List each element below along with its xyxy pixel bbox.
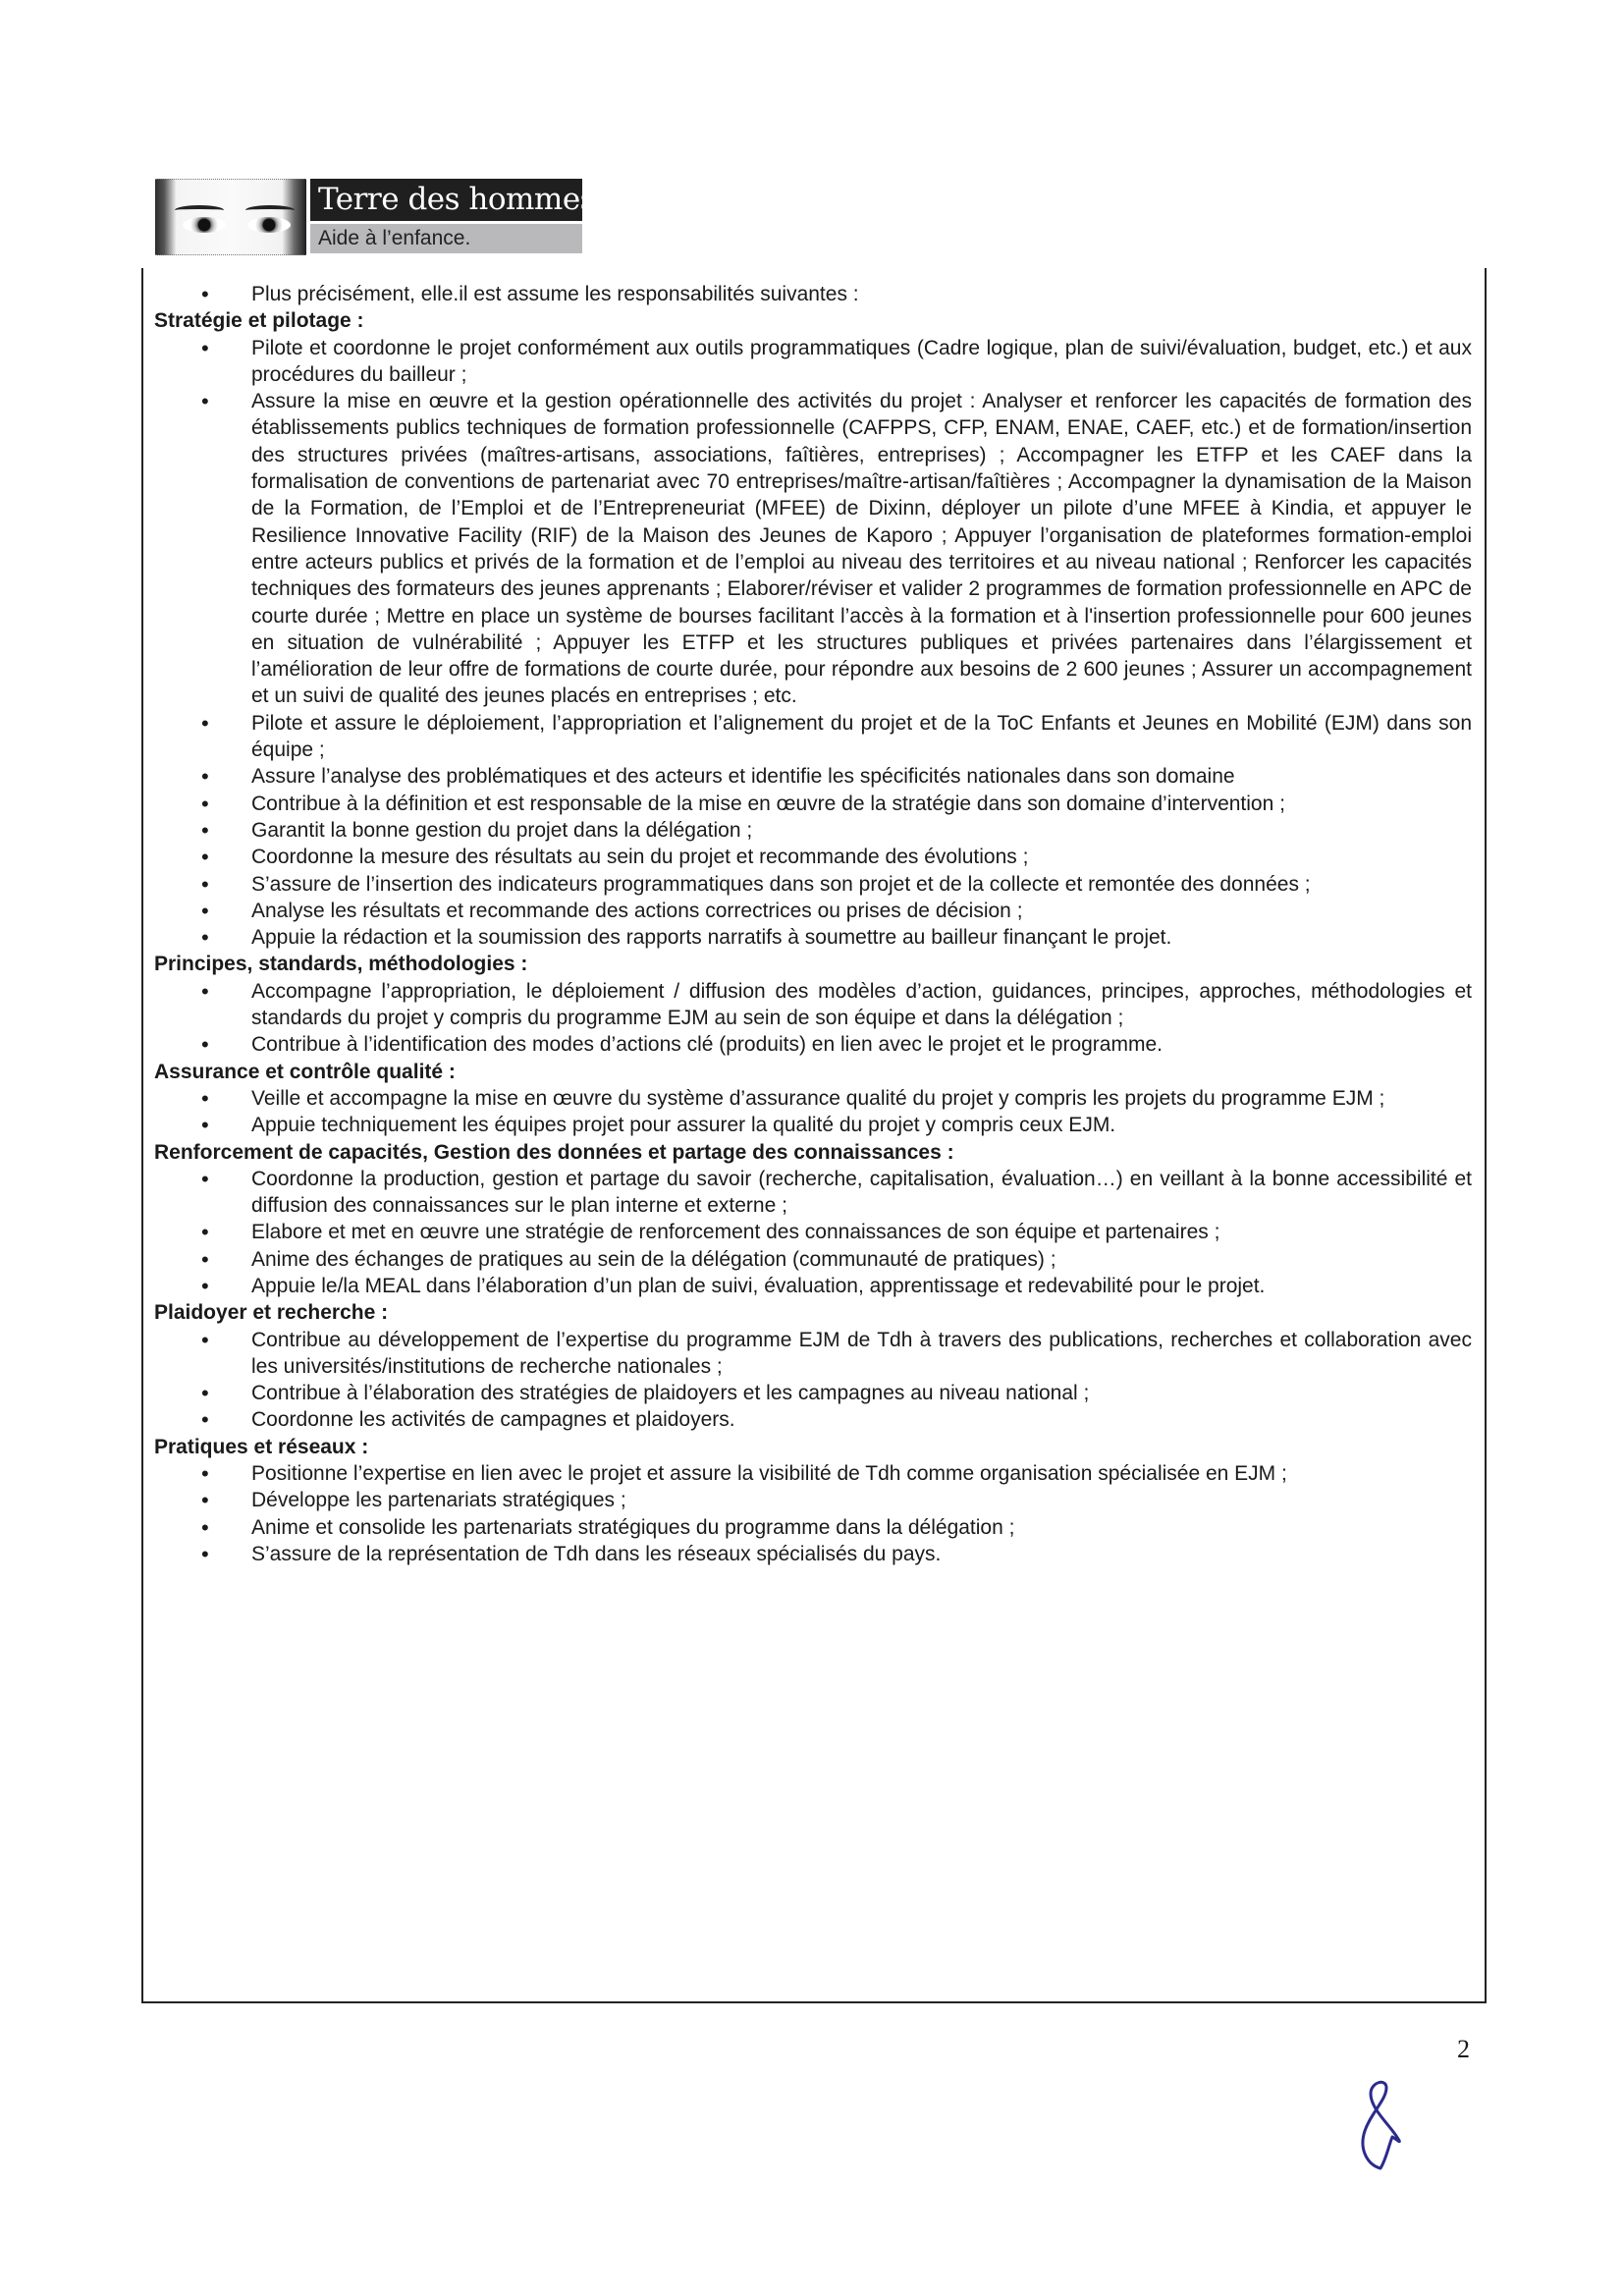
list-item: • Contribue à la définition et est responsable de la mise en œuvre de la stratégie dans son domaine d’intervention ;	[154, 791, 1480, 817]
list-item: • Développe les partenariats stratégiques ;	[154, 1487, 1480, 1513]
section-heading: Assurance et contrôle qualité :	[154, 1060, 456, 1083]
section-pratiques-reseaux	[154, 1434, 1480, 1567]
list-item: • Analyse les résultats et recommande des actions correctrices ou prises de décision ;	[154, 898, 1480, 924]
list-item: • Pilote et assure le déploiement, l’appropriation et l’alignement du projet et de la ToC Enfants et Jeunes en Mobilité (EJM) dans son équipe ;	[154, 710, 1480, 764]
logo-subtitle: Aide à l’enfance.	[310, 224, 582, 253]
list-item: • Positionne l’expertise en lien avec le projet et assure la visibilité de Tdh comme organisation spécialisée en EJM ;	[154, 1460, 1480, 1487]
section-assurance-qualite	[154, 1059, 1480, 1139]
section-heading: Renforcement de capacités, Gestion des données et partage des connaissances :	[154, 1140, 954, 1164]
list-item: • Anime et consolide les partenariats stratégiques du programme dans la délégation ;	[154, 1514, 1480, 1541]
bullet-list	[154, 1085, 1480, 1139]
intro-item: • Plus précisément, elle.il est assume les responsabilités suivantes :	[154, 281, 1480, 307]
section-strategie	[154, 307, 1480, 951]
list-item: • S’assure de l’insertion des indicateurs programmatiques dans son projet et de la collecte et remontée des données ;	[154, 871, 1480, 898]
section-principes	[154, 951, 1480, 1058]
intro-list	[154, 281, 1480, 307]
eyebrow-left	[175, 205, 224, 215]
list-item: • Coordonne les activités de campagnes et plaidoyers.	[154, 1406, 1480, 1433]
section-heading: Pratiques et réseaux :	[154, 1435, 369, 1458]
list-item: • Garantit la bonne gestion du projet dans la délégation ;	[154, 817, 1480, 844]
tdh-logo	[155, 179, 596, 253]
logo-eyes-photo	[155, 179, 306, 255]
section-heading: Stratégie et pilotage :	[154, 309, 364, 333]
eye-right	[247, 217, 291, 233]
eye-left	[183, 217, 226, 233]
list-item: • Accompagne l’appropriation, le déploiement / diffusion des modèles d’action, guidances, principes, approches, méthodologies et standards du projet y compris du programme EJM au sein de son équipe et dans la délégation ;	[154, 978, 1480, 1032]
page-number: 2	[1457, 2035, 1470, 2063]
list-item: • Assure la mise en œuvre et la gestion opérationnelle des activités du projet : Analyser et renforcer les capacités de formation des établissements publics techniques de formation professionnelle (CAFPPS, CFP, ENAM, ENAE, CAEF, etc.) et de formation/insertion des structures privées (maîtres-artisans, associations, faîtières, entreprises) ; Accompagner les ETFP et les CAEF dans la formalisation de conventions de partenariat avec 70 entreprises/maître-artisan/faîtières ; Accompagner la dynamisation de la Maison de la Formation, de l’Emploi et de l’Entrepreneuriat (MFEE) de Dixinn, déployer un pilote d’une MFEE à Kindia, et appuyer le Resilience Innovative Facility (RIF) de la Maison des Jeunes de Kaporo ; Appuyer l’organisation de plateformes formation-emploi entre acteurs publics et privés de la formation et de l’emploi au niveau des territoires et au niveau national ; Renforcer les capacités techniques des formateurs des jeunes apprenants ; Elaborer/réviser et valider 2 programmes de formation professionnelle en APC de courte durée ; Mettre en place un système de bourses facilitant l’accès à la formation et à l'insertion professionnelle pour 600 jeunes en situation de vulnérabilité ; Appuyer les ETFP et les structures publiques et privées partenaires dans l’élargissement et l’amélioration de leur offre de formations de courte durée, pour répondre aux besoins de 2 600 jeunes ; Assurer un accompagnement et un suivi de qualité des jeunes placés en entreprises ; etc.	[154, 388, 1480, 710]
list-item: • Appuie le/la MEAL dans l’élaboration d’un plan de suivi, évaluation, apprentissage et redevabilité pour le projet.	[154, 1273, 1480, 1299]
list-item: • Contribue à l’identification des modes d’actions clé (produits) en lien avec le projet et le programme.	[154, 1031, 1480, 1058]
section-renforcement	[154, 1139, 1480, 1300]
list-item: • S’assure de la représentation de Tdh dans les réseaux spécialisés du pays.	[154, 1541, 1480, 1567]
list-item: • Contribue à l’élaboration des stratégies de plaidoyers et les campagnes au niveau national ;	[154, 1380, 1480, 1406]
list-item: • Pilote et coordonne le projet conformément aux outils programmatiques (Cadre logique, plan de suivi/évaluation, budget, etc.) et aux procédures du bailleur ;	[154, 335, 1480, 389]
eyebrow-right	[245, 205, 295, 215]
logo-text-block	[310, 179, 596, 253]
list-item: • Assure l’analyse des problématiques et des acteurs et identifie les spécificités nationales dans son domaine	[154, 763, 1480, 790]
logo-title: Terre des hommes	[310, 179, 582, 221]
bullet-list	[154, 978, 1480, 1059]
list-item: • Coordonne la mesure des résultats au sein du projet et recommande des évolutions ;	[154, 844, 1480, 870]
section-plaidoyer	[154, 1299, 1480, 1433]
list-item: • Veille et accompagne la mise en œuvre du système d’assurance qualité du projet y compris les projets du programme EJM ;	[154, 1085, 1480, 1112]
list-item: • Appuie la rédaction et la soumission des rapports narratifs à soumettre au bailleur finançant le projet.	[154, 924, 1480, 951]
bullet-list	[154, 1166, 1480, 1299]
section-heading: Plaidoyer et recherche :	[154, 1301, 389, 1325]
list-item: • Coordonne la production, gestion et partage du savoir (recherche, capitalisation, évaluation…) en veillant à la bonne accessibilité et diffusion des connaissances sur le plan interne et externe ;	[154, 1166, 1480, 1220]
bullet-list	[154, 1327, 1480, 1434]
list-item: • Appuie techniquement les équipes projet pour assurer la qualité du projet y compris ceux EJM.	[154, 1112, 1480, 1138]
handwritten-initials-icon	[1357, 2080, 1416, 2178]
list-item: • Contribue au développement de l’expertise du programme EJM de Tdh à travers des publications, recherches et collaboration avec les universités/institutions de recherche nationales ;	[154, 1327, 1480, 1381]
section-heading: Principes, standards, méthodologies :	[154, 953, 528, 976]
list-item: • Anime des échanges de pratiques au sein de la délégation (communauté de pratiques) ;	[154, 1246, 1480, 1273]
responsibilities-content	[154, 281, 1480, 1567]
list-item: • Elabore et met en œuvre une stratégie de renforcement des connaissances de son équipe et partenaires ;	[154, 1219, 1480, 1245]
bullet-list	[154, 1460, 1480, 1567]
bullet-list	[154, 335, 1480, 952]
